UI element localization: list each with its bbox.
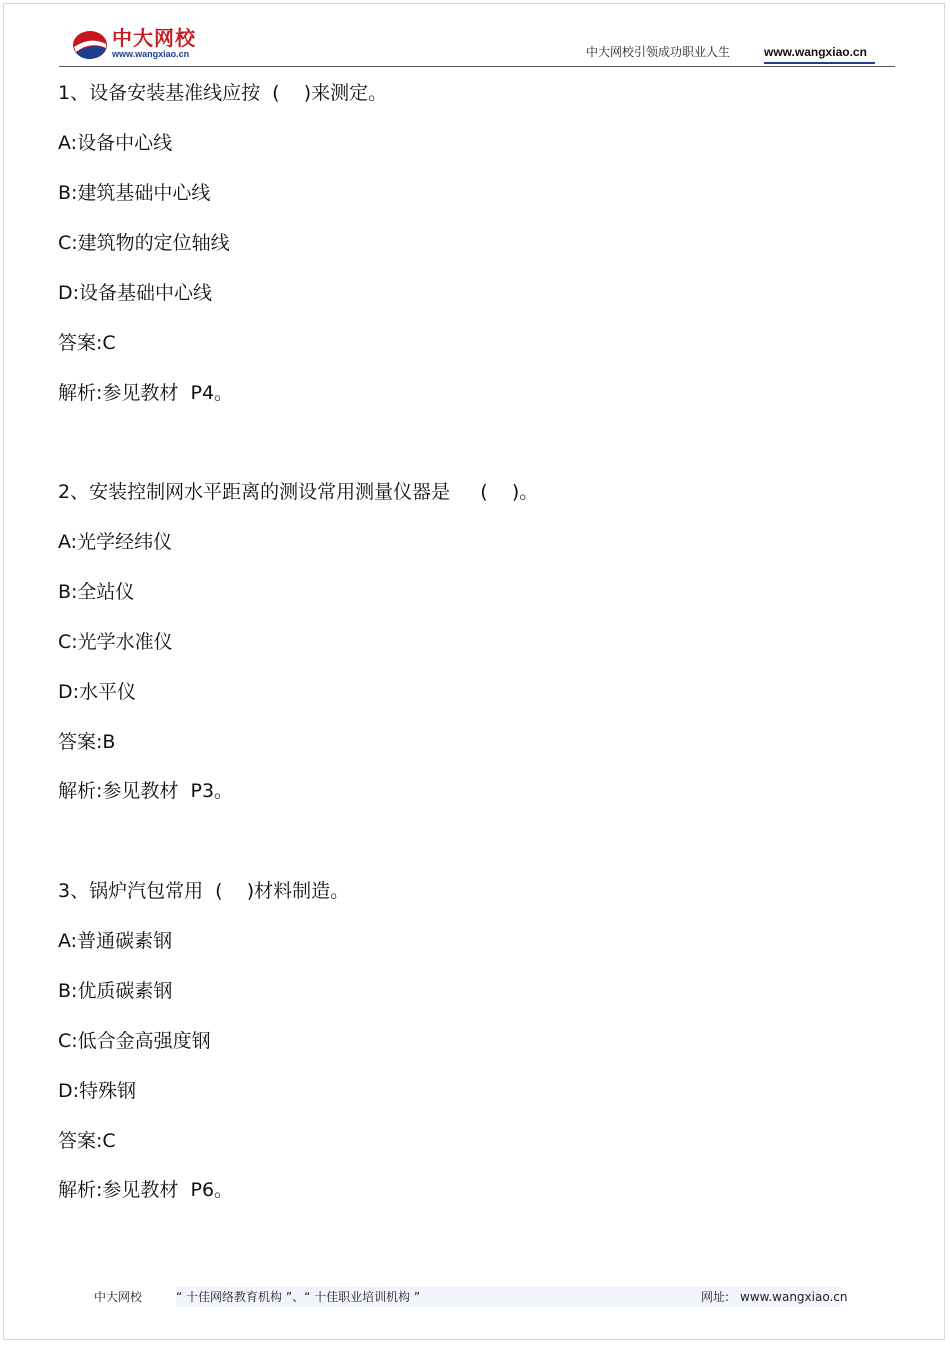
site-logo[interactable] xyxy=(72,26,212,66)
header-divider xyxy=(59,66,895,67)
question-2-option-d: D:水平仪 xyxy=(58,681,137,703)
header-slogan: 中大网校引领成功职业人生 xyxy=(586,45,731,59)
question-2-stem: 2、安装控制网水平距离的测设常用测量仪器是 ( )。 xyxy=(58,481,539,503)
header-website-link[interactable]: www.wangxiao.cn xyxy=(764,45,867,59)
logo-emblem-icon xyxy=(72,30,108,60)
question-3-stem: 3、锅炉汽包常用 ( )材料制造。 xyxy=(58,880,350,902)
question-3-option-b: B:优质碳素钢 xyxy=(58,980,173,1002)
question-2-analysis: 解析:参见教材 P3。 xyxy=(58,780,234,802)
question-2-option-c: C:光学水准仪 xyxy=(58,631,173,653)
question-3-option-c: C:低合金高强度钢 xyxy=(58,1030,211,1052)
question-1-analysis: 解析:参见教材 P4。 xyxy=(58,382,234,404)
question-3-option-d: D:特殊钢 xyxy=(58,1080,137,1102)
footer-url-label: 网址: xyxy=(701,1290,730,1304)
logo-text: 中大网校 xyxy=(112,26,196,50)
question-1-option-c: C:建筑物的定位轴线 xyxy=(58,232,230,254)
document-page xyxy=(3,3,945,1340)
header-link-underline xyxy=(764,62,875,64)
question-2-answer: 答案:B xyxy=(58,731,116,753)
question-1-option-d: D:设备基础中心线 xyxy=(58,282,213,304)
question-3-option-a: A:普通碳素钢 xyxy=(58,930,173,952)
page-header xyxy=(4,4,944,74)
question-1-stem: 1、设备安装基准线应按 ( )来测定。 xyxy=(58,82,388,104)
question-3-answer: 答案:C xyxy=(58,1130,116,1152)
question-1-answer: 答案:C xyxy=(58,332,116,354)
footer-honors: “ 十佳网络教育机构 ”、“ 十佳职业培训机构 ” xyxy=(176,1290,421,1304)
question-1-option-b: B:建筑基础中心线 xyxy=(58,182,211,204)
question-2-option-b: B:全站仪 xyxy=(58,581,135,603)
footer-brand: 中大网校 xyxy=(94,1290,143,1304)
question-3-analysis: 解析:参见教材 P6。 xyxy=(58,1179,234,1201)
question-1-option-a: A:设备中心线 xyxy=(58,132,173,154)
footer-website-link[interactable]: www.wangxiao.cn xyxy=(740,1290,848,1304)
logo-url: www.wangxiao.cn xyxy=(112,49,190,59)
question-2-option-a: A:光学经纬仪 xyxy=(58,531,173,553)
